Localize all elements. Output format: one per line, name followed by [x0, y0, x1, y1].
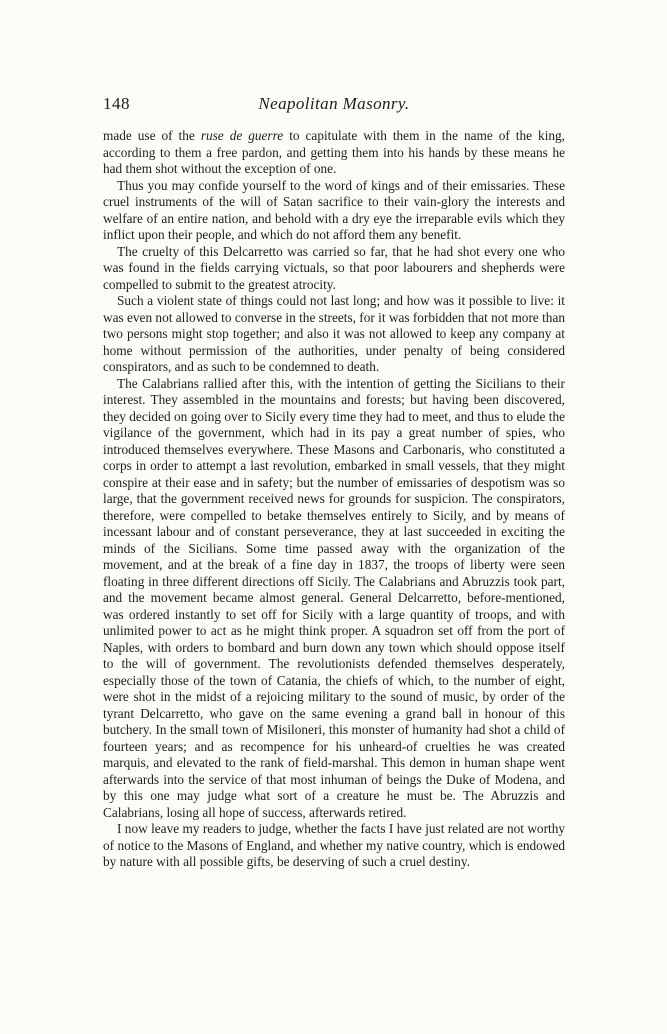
- running-title: Neapolitan Masonry.: [258, 94, 410, 113]
- page-number: 148: [103, 94, 130, 113]
- paragraph-2: Thus you may confide yourself to the word of kings and of their emissaries. These cruel instruments of the will of Satan sacrifice to their vain-glory the interests and welfare of an entire nation, and behold with a dry eye the irreparable evils which they inflict upon their people, and which do not afford them any benefit.: [103, 177, 565, 242]
- paragraph-6: I now leave my readers to judge, whether the facts I have just related are not worthy of notice to the Masons of England, and whether my native country, which is endowed by nature with all possible gifts, be deserving of such a cruel destiny.: [103, 821, 565, 869]
- page-header: [103, 94, 565, 120]
- paragraph-1-start: made use of the: [103, 128, 195, 143]
- paragraph-3: The cruelty of this Delcarretto was carried so far, that he had shot every one who was found in the fields carrying victuals, so that poor labourers and shepherds were compelled to submit to the greatest atrocity.: [103, 243, 565, 292]
- paragraph-5: The Calabrians rallied after this, with the intention of getting the Sicilians to their interest. They assembled in the mountains and forests; but having been discovered, they decided on going over to Sicily every time they had to meet, and thus to elude the vigilance of the government, which had in its pay a great number of spies, who introduced themselves everywhere. These Masons and Carbonaris, who constituted a corps in order to attempt a last revolution, embarked in small vessels, that they might conspire at their ease and in safety; but the number of emissaries of despotism was so large, that the government received news for grounds for suspicion. The conspirators, therefore, were compelled to betake themselves entirely to Sicily, and by means of incessant labour and of constant perseverance, they at last succeeded in exciting the minds of the Sicilians. Some time passed away with the organization of the movement, and at the break of a fine day in 1837, the troops of liberty were seen floating in three different directions off Sicily. The Calabrians and Abruzzis took part, and the movement became almost general. General Delcarretto, before-mentioned, was ordered instantly to set off for Sicily with a large quantity of troops, and with unlimited power to act as he might think proper. A squadron set off from the port of Naples, with orders to bombard and burn down any town which should oppose itself to the will of government. The revolutionists defended themselves desperately, especially those of the town of Catania, the chiefs of which, to the number of eight, were shot in the midst of a rejoicing military to the sound of music, by order of the tyrant Delcarretto, who gave on the same evening a grand ball in honour of this butchery. In the small town of Misiloneri, this monster of humanity had shot a child of fourteen years; and as recompence for his unheard-of cruelties he was created marquis, and elevated to the rank of field-marshal. This demon in human shape went afterwards into the service of that most inhuman of beings the Duke of Modena, and by this one may judge what sort of a creature he must be. The Abruzzis and Calabrians, losing all hope of success, afterwards retired.: [103, 375, 565, 820]
- paragraph-4: Such a violent state of things could not last long; and how was it possible to live: it was even not allowed to converse in the streets, for it was forbidden that not more than two persons might stop together; and also it was not allowed to keep any company at home without permission of the authorities, under penalty of being considered conspirators, and as such to be condemned to death.: [103, 293, 565, 374]
- paragraph-1-rest: to capitulate with them in the name of the king, according to them a free pardon, and getting them into his hands by these means he had them shot without the exception of one.: [103, 128, 566, 176]
- italic-phrase: ruse de guerre: [200, 128, 284, 143]
- body-text: [103, 128, 565, 871]
- paragraph-1: [103, 128, 565, 178]
